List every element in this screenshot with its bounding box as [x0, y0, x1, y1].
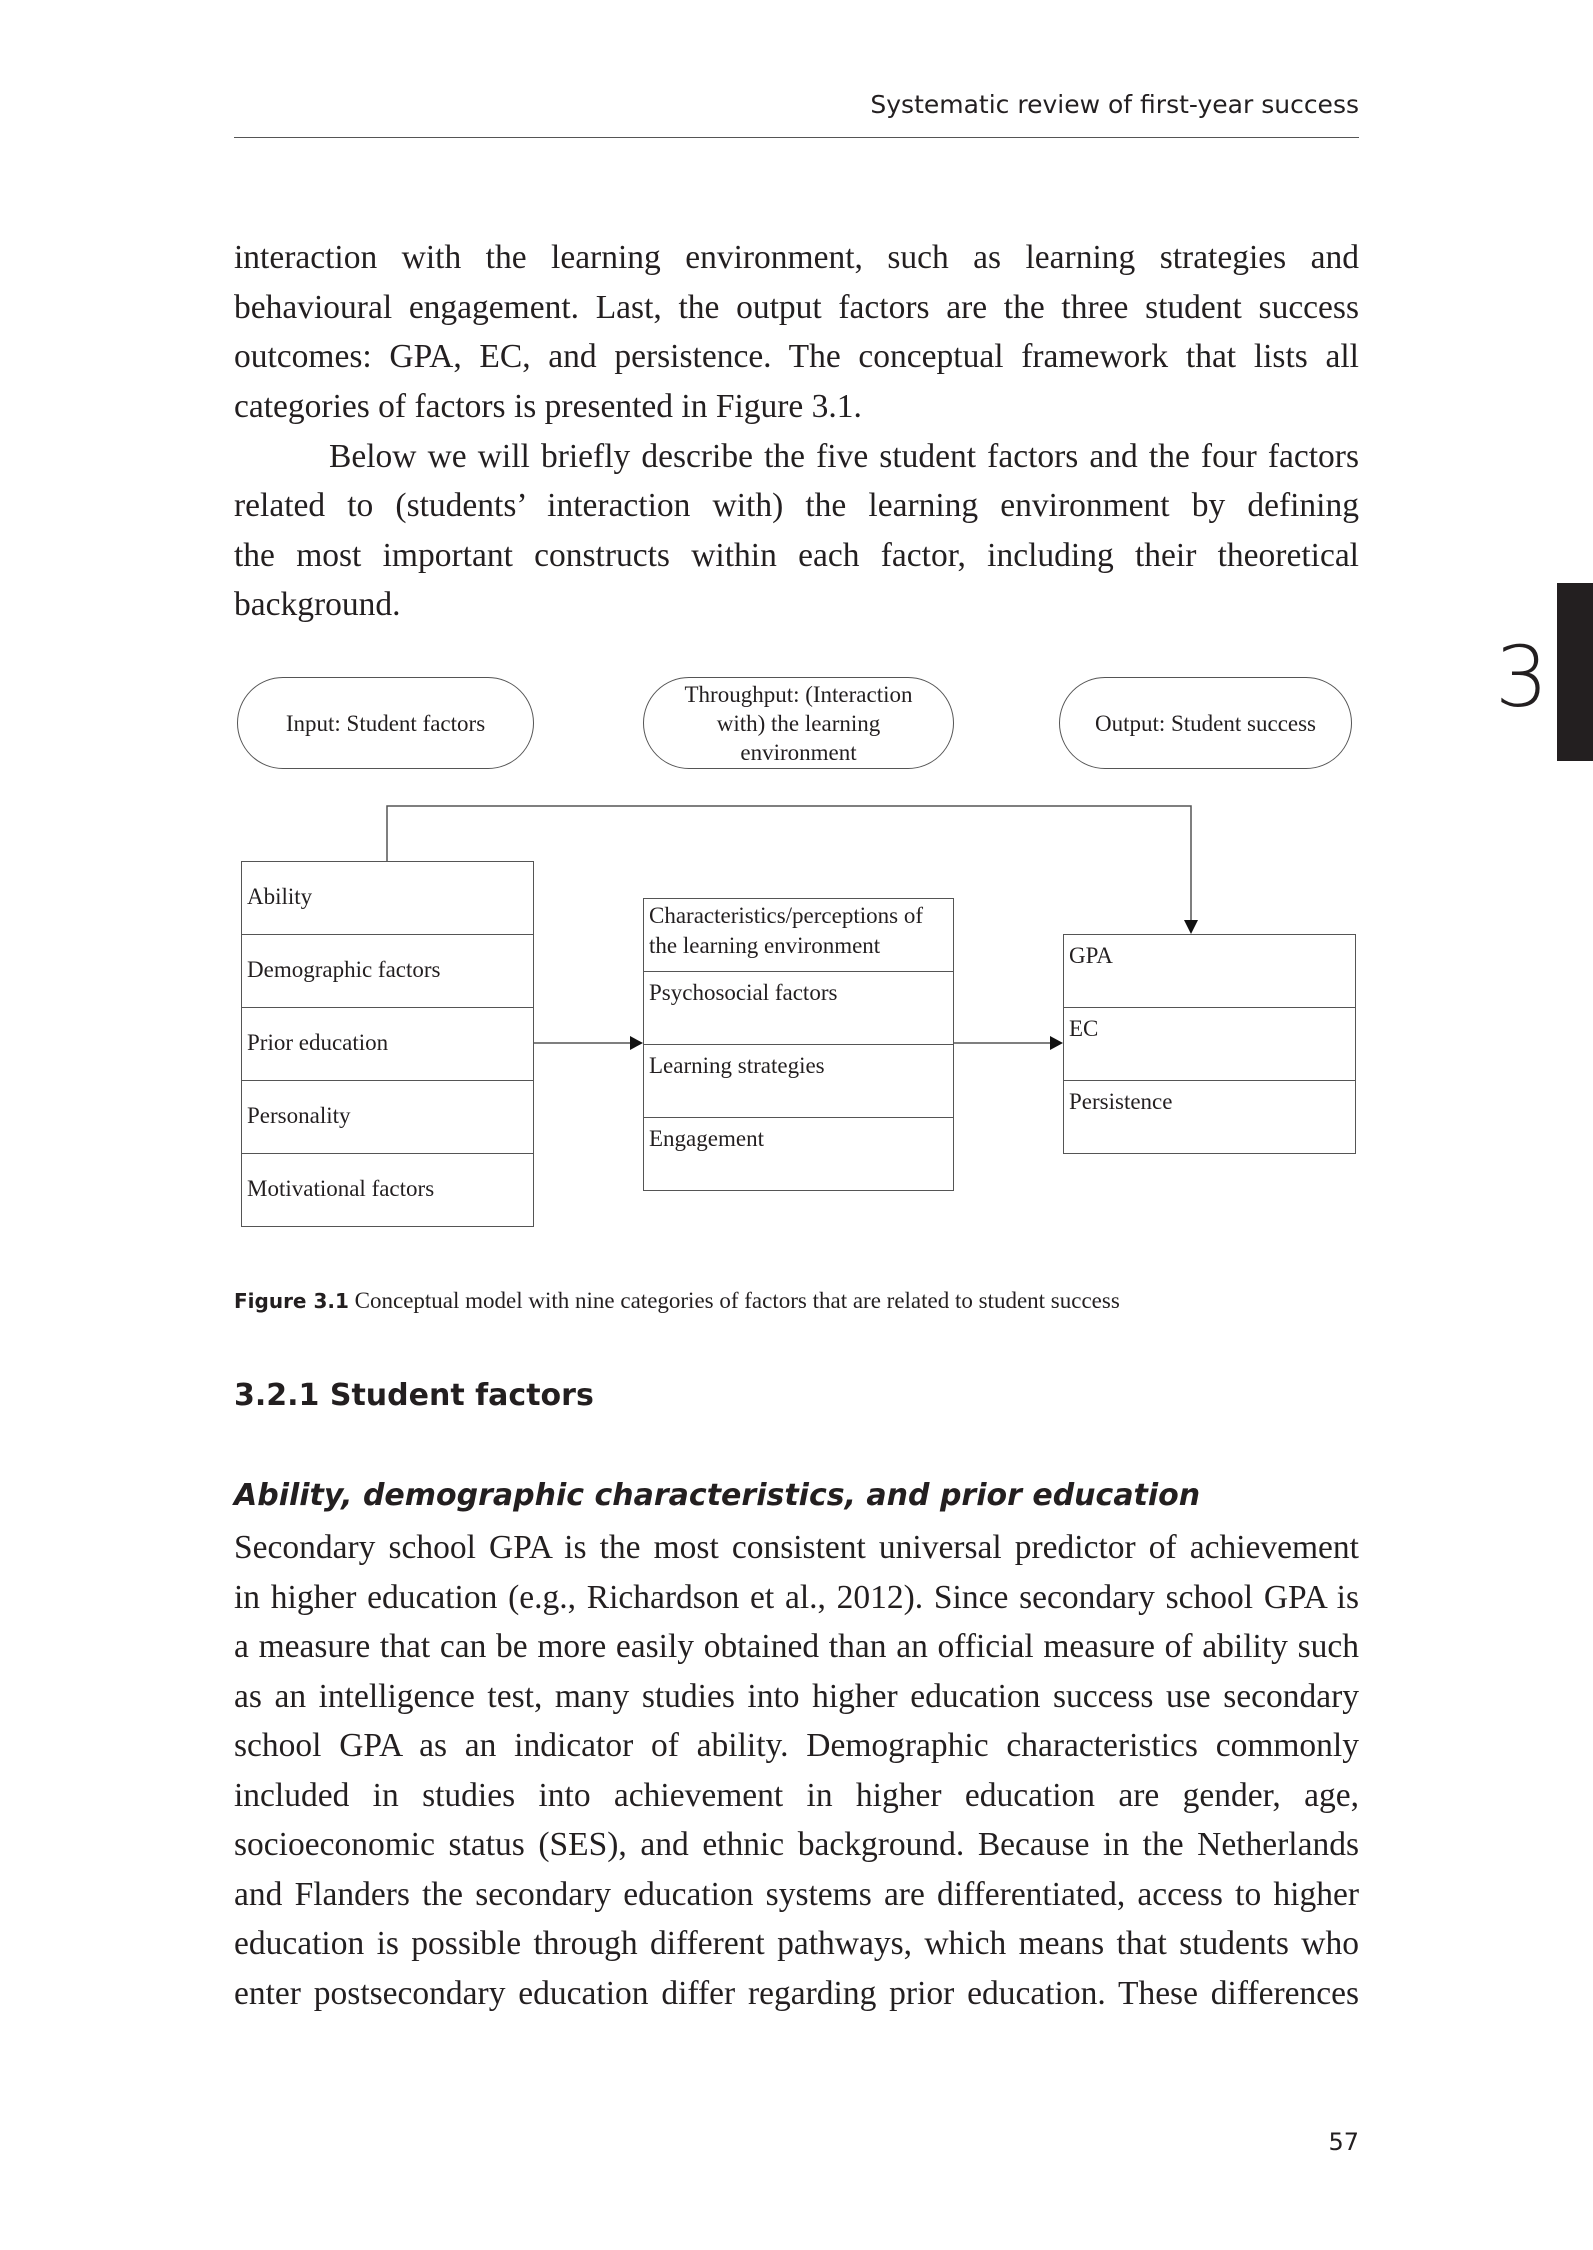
- text-line: categories of factors is presented in Figure 3.1.: [234, 388, 862, 425]
- throughput-factors-box: [643, 898, 954, 1191]
- caption-text: Conceptual model with nine categories of factors that are related to student success: [348, 1288, 1120, 1313]
- text-line: outcomes: GPA, EC, and persistence. The conceptual framework that lists all: [234, 338, 1359, 375]
- subsection-heading: Ability, demographic characteristics, and prior education: [234, 1478, 1201, 1513]
- text-line: a measure that can be more easily obtained than an official measure of ability such: [234, 1628, 1359, 1665]
- section-heading: 3.2.1 Student factors: [234, 1378, 594, 1413]
- input-header: Input: Student factors: [237, 677, 534, 769]
- input-item: Personality: [242, 1081, 533, 1154]
- throughput-item: Engagement: [644, 1118, 953, 1191]
- input-item: Motivational factors: [242, 1154, 533, 1227]
- running-header: Systematic review of first-year success: [870, 90, 1359, 119]
- output-factors-box: [1063, 934, 1356, 1154]
- text-line: included in studies into achievement in higher education are gender, age,: [234, 1777, 1359, 1814]
- text-line: in higher education (e.g., Richardson et al., 2012). Since secondary school GPA is: [234, 1579, 1359, 1616]
- throughput-header: Throughput: (Interaction with) the learning environment: [643, 677, 954, 769]
- caption-label: Figure 3.1: [234, 1289, 349, 1313]
- text-line: education is possible through different pathways, which means that students who: [234, 1925, 1359, 1962]
- text-line: enter postsecondary education differ regarding prior education. These differences: [234, 1975, 1359, 2012]
- text-line: as an intelligence test, many studies into higher education success use secondary: [234, 1678, 1359, 1715]
- throughput-item: Learning strategies: [644, 1045, 953, 1118]
- text-line: and Flanders the secondary education systems are differentiated, access to higher: [234, 1876, 1359, 1913]
- input-item: Prior education: [242, 1008, 533, 1081]
- text-line: related to (students’ interaction with) the learning environment by defining: [234, 487, 1359, 524]
- text-line: the most important constructs within each factor, including their theoretical: [234, 537, 1359, 574]
- input-item: Ability: [242, 862, 533, 935]
- text-line: Below we will briefly describe the five student factors and the four factors: [329, 438, 1359, 475]
- text-line: behavioural engagement. Last, the output factors are the three student success: [234, 289, 1359, 326]
- output-header: Output: Student success: [1059, 677, 1352, 769]
- page-number: 57: [1328, 2128, 1359, 2156]
- figure-caption: [234, 1288, 1120, 1314]
- chapter-number: 3: [1495, 628, 1549, 726]
- text-line: school GPA as an indicator of ability. Demographic characteristics commonly: [234, 1727, 1359, 1764]
- throughput-item: Psychosocial factors: [644, 972, 953, 1045]
- throughput-item: Characteristics/perceptions of the learning environment: [644, 899, 953, 972]
- text-line: interaction with the learning environment, such as learning strategies and: [234, 239, 1359, 276]
- input-factors-box: [241, 861, 534, 1227]
- input-item: Demographic factors: [242, 935, 533, 1008]
- output-item: Persistence: [1064, 1081, 1355, 1154]
- text-line: socioeconomic status (SES), and ethnic background. Because in the Netherlands: [234, 1826, 1359, 1863]
- text-line: Secondary school GPA is the most consistent universal predictor of achievement: [234, 1529, 1359, 1566]
- output-item: GPA: [1064, 935, 1355, 1008]
- output-item: EC: [1064, 1008, 1355, 1081]
- text-line: background.: [234, 586, 401, 623]
